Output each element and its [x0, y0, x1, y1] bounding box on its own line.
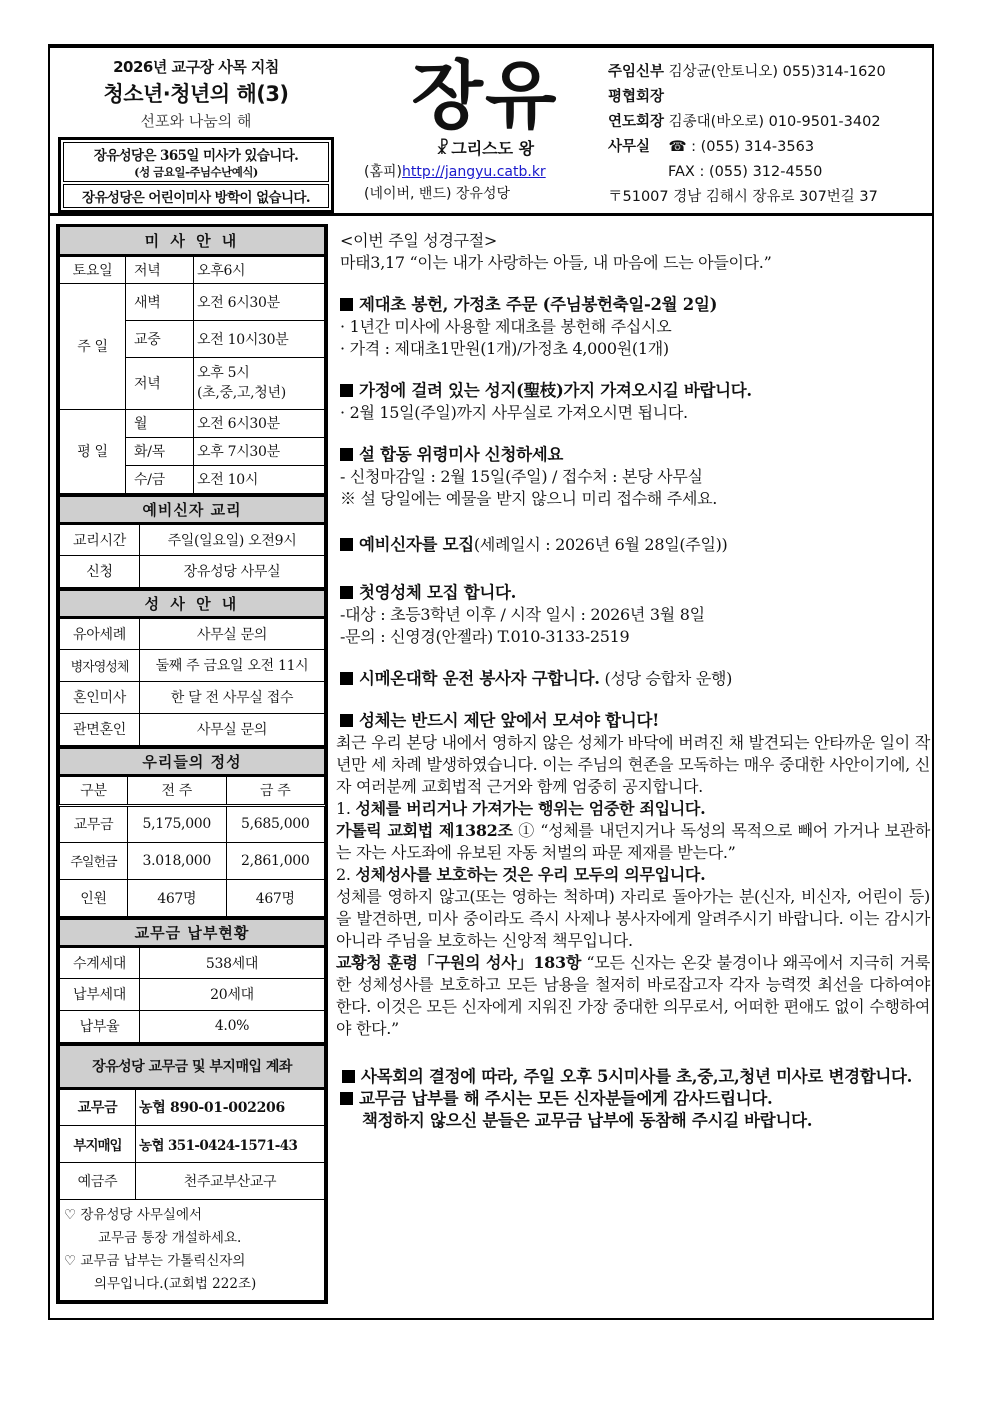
homepage-link[interactable]: http://jangyu.catb.kr — [401, 164, 546, 180]
council-row: 평협회장 — [608, 89, 665, 105]
pastor-row: 주임신부 김상균(안토니오) 055)314-1620 — [608, 64, 886, 80]
table-row: 교무금 농협 890-01-002206 — [60, 1088, 325, 1125]
homepage-row: (홈피)http://jangyu.catb.kr — [364, 164, 546, 180]
table-row: 교중 오전 10시30분 — [60, 320, 325, 357]
table-row: 주일헌금 3.018,000 2,861,000 — [60, 842, 325, 879]
phone-icon: ☎ — [668, 139, 687, 155]
section-candles: 제대초 봉헌, 가정초 주문 (주님봉헌축일-2월 2일) — [340, 294, 930, 316]
table-row: 평 일 월 오전 6시30분 — [60, 409, 325, 437]
gospel-heading: <이번 주일 성경구절> — [340, 231, 498, 250]
contact-info — [608, 60, 938, 210]
table-row: 부지매입 농협 351-0424-1571-43 — [60, 1125, 325, 1162]
offerings-title: 우리들의 정성 — [60, 747, 325, 775]
table-row: 교무금 5,175,000 5,685,000 — [60, 805, 325, 842]
instruction-ref: 교황청 훈령「구원의 성사」183항 — [336, 953, 581, 972]
announcements: <이번 주일 성경구절> 마태3,17 “이는 내가 사랑하는 아들, 내 마음에 드는 아들이다.” 제대초 봉헌, 가정초 주문 (주님봉헌축일-2월 2일) · 1년간 미사에 사용할 제대초를 봉헌해 주십시오 · 가격 : 제대초1만원(1개)/가정초 4,000원(1개) 가정에 걸려 있는 성지(聖枝)가지 가져오시길 바랍니다. · 2월 15일(주일)까지 사무실로 가져오시면 됩니다. 설 합동 위령미사 신청하세요 - 신청마감일 : 2월 15일(주일) / 접수처 : 본당 사무실 ※ 설 당일에는 예물을 받지 않으니 미리 접수해 주세요. 예비신자를 모집(세례일시 : 2026년 6월 28일(주일)) 첫영성체 모집 합니다. -대상 : 초등3학년 이후 / 시작 일시 : 2026년 3월 8일 -문의 : 신영경(안젤라) T.010-3133-2519 시메온대학 운전 봉사자 구합니다. (성당 승합차 운행) 성체는 반드시 제단 앞에서 모셔야 합니다! 최근 우리 본당 내에서 영하지 않은 성체가 바닥에 버려진 채 발견되는 안타까운 일이 작년만 세 차례 발생하였습니다. 이는 주님의 현존을 모독하는 매우 중대한 사안이기에, 신자 여러분께 교회법적 근거와 함께 엄중히 공지합니다. 1. 성체를 버리거나 가져가는 행위는 엄중한 죄입니다. 가톨릭 교회법 제1382조 ① “성체를 내던지거나 독성의 목적으로 빼어 가거나 보관하는 자는 사도좌에 유보된 자동 처벌의 파문 제재를 받는다.” 2. 성체성사를 보호하는 것은 우리 모두의 의무입니다. 성체를 영하지 않고(또는 영하는 척하며) 자리로 돌아가는 분(신자, 비신자, 어린이 등)을 발견하면, 미사 중이라도 즉시 사제나 봉사자에게 알려주시기 바랍니다. 이는 감시가 아니라 주님을 보호하는 신앙적 책무입니다. 교황청 훈령「구원의 성사」183항 “모든 신자는 온갖 불경이나 왜곡에서 지극히 거룩한 성체성사를 보호하고 모든 남용을 철저히 바로잡고자 각자 능력껏 최선을 다하여야 한다. 이것은 모든 신자에게 지워진 가장 중대한 의무로서, 어떠한 편애도 없이 수행하여야 한다.” 사목회의 결정에 따라, 주일 오후 5시미사를 초,중,고,청년 미사로 변경합니다. 교무금 납부를 해 주시는 모든 신자분들에게 감사드립니다. 책정하지 않으신 분들은 교무금 납부에 동참해 주시길 바랍니다. — [336, 231, 930, 1130]
pastoral-guideline-block — [58, 56, 334, 213]
address-row: 〒51007 경남 김해시 장유로 307번길 37 — [608, 189, 878, 205]
section-memorial-mass: 설 합동 위령미사 신청하세요 — [340, 444, 930, 466]
sacraments-table — [59, 588, 325, 746]
guideline-year: 2026년 교구장 사목 지침 — [113, 58, 279, 76]
section-catechumen-recruit: 예비신자를 모집(세례일시 : 2026년 6월 28일(주일)) — [340, 534, 930, 556]
notice-daily-mass: 장유성당은 365일 미사가 있습니다. (성 금요일-주님수난예식) — [63, 142, 329, 182]
mass-guide-table — [59, 227, 325, 494]
bulletin-page — [48, 44, 934, 1320]
offerings-table — [59, 746, 325, 917]
sacraments-title: 성 사 안 내 — [60, 589, 325, 617]
postal-icon: 〒 — [608, 189, 623, 205]
section-dues-thanks: 교무금 납부를 해 주시는 모든 신자분들에게 감사드립니다. — [340, 1088, 930, 1110]
table-row: 토요일 저녁 오후6시 — [60, 255, 325, 283]
table-row: 저녁 오후 5시 (초,중,고,청년) — [60, 357, 325, 409]
square-bullet-icon — [340, 1092, 353, 1105]
square-bullet-icon — [340, 384, 353, 397]
catechumen-title: 예비신자 교리 — [60, 495, 325, 523]
table-row: 유아세례 사무실 문의 — [60, 617, 325, 649]
guideline-theme: 청소년·청년의 해(3) — [103, 82, 289, 106]
mass-guide-title: 미 사 안 내 — [60, 227, 325, 255]
chi-rho-icon: ☧ — [435, 139, 450, 159]
legion-row: 연도회장 김종대(바오로) 010-9501-3402 — [608, 114, 881, 130]
table-row: 교리시간 주일(일요일) 오전9시 — [60, 523, 325, 555]
notice-box — [58, 137, 334, 213]
accounts-title: 장유성당 교무금 및 부지매입 계좌 — [60, 1044, 325, 1088]
table-row: 수/금 오전 10시 — [60, 465, 325, 493]
table-row: 화/목 오후 7시30분 — [60, 437, 325, 465]
guideline-subtheme: 선포와 나눔의 해 — [140, 112, 252, 130]
square-bullet-icon — [340, 298, 353, 311]
bulletin-header — [50, 48, 932, 216]
notice-children-mass: 장유성당은 어린이미사 방학이 없습니다. — [63, 184, 329, 208]
account-note: ♡ 장유성당 사무실에서 교무금 통장 개설하세요. ♡ 교무금 납부는 가톨릭신자의 의무입니다.(교회법 222조) — [59, 1200, 325, 1301]
table-row: 인원 467명 467명 — [60, 879, 325, 916]
table-row: 병자영성체 둘째 주 금요일 오전 11시 — [60, 649, 325, 681]
section-first-communion: 첫영성체 모집 합니다. — [340, 582, 930, 604]
dues-status-table — [59, 917, 325, 1043]
info-sidebar — [56, 224, 328, 1304]
table-row: 관면혼인 사무실 문의 — [60, 713, 325, 745]
canon-law-ref: 가톨릭 교회법 제1382조 — [336, 821, 513, 840]
parish-name: 장유 — [411, 53, 559, 139]
gospel-verse: 마태3,17 “이는 내가 사랑하는 아들, 내 마음에 드는 아들이다.” — [340, 253, 772, 272]
square-bullet-icon — [340, 448, 353, 461]
christ-the-king: ☧ 그리스도 왕 — [435, 139, 535, 159]
table-row: 주 일 새벽 오전 6시30분 — [60, 283, 325, 320]
section-mass-change: 사목회의 결정에 따라, 주일 오후 5시미사를 초,중,고,청년 미사로 변경합니다. — [336, 1066, 930, 1088]
table-row: 수계세대 538세대 — [60, 946, 325, 978]
accounts-table — [59, 1043, 325, 1200]
naver-band-row: (네이버, 밴드) 장유성당 — [364, 186, 510, 202]
section-palm-branches: 가정에 걸려 있는 성지(聖枝)가지 가져오시길 바랍니다. — [340, 380, 930, 402]
table-row: 납부세대 20세대 — [60, 978, 325, 1010]
dues-status-title: 교무금 납부현황 — [60, 918, 325, 946]
table-row: 혼인미사 한 달 전 사무실 접수 — [60, 681, 325, 713]
table-row: 신청 장유성당 사무실 — [60, 555, 325, 587]
table-row: 납부율 4.0% — [60, 1010, 325, 1042]
square-bullet-icon — [340, 538, 353, 551]
parish-masthead — [350, 50, 620, 203]
square-bullet-icon — [340, 586, 353, 599]
table-header-row: 구분 전 주 금 주 — [60, 775, 325, 805]
square-bullet-icon — [340, 714, 353, 727]
section-eucharist: 성체는 반드시 제단 앞에서 모셔야 합니다! — [340, 710, 930, 732]
square-bullet-icon — [340, 672, 353, 685]
office-phone-row: 사무실 ☎ : (055) 314-3563 — [608, 139, 815, 155]
section-driver-volunteer: 시메온대학 운전 봉사자 구합니다. (성당 승합차 운행) — [340, 668, 930, 690]
table-row: 예금주 천주교부산교구 — [60, 1162, 325, 1199]
office-fax-row: FAX : (055) 312-4550 — [668, 164, 823, 180]
catechumen-table — [59, 494, 325, 588]
square-bullet-icon — [342, 1070, 355, 1083]
